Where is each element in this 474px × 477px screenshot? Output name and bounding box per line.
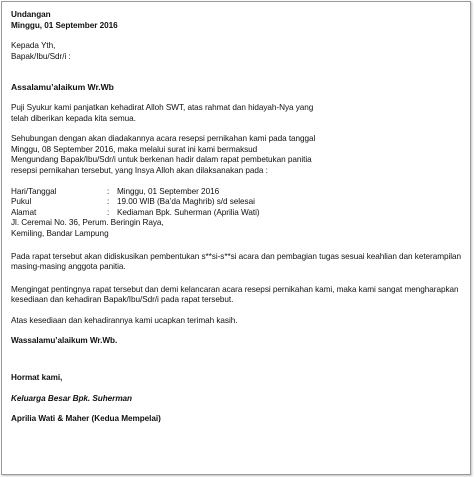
paragraph-2-line-4: resepsi pernikahan tersebut, yang Insya Alloh akan dilaksanakan pada : xyxy=(11,165,268,175)
paragraph-2-line-2: Minggu, 08 September 2016, maka melalui surat ini kami bermaksud xyxy=(11,144,258,154)
paragraph-1-line-2: telah diberikan kepada kita semua. xyxy=(11,113,136,123)
document-frame xyxy=(1,1,471,475)
paragraph-4: Mengingat pentingnya rapat tersebut dan demi kelancaran acara resepsi pernikahan kami, maka kami sangat mengharapkan kesediaan dan kehadiran Bapak/Ibu/Sdr/i pada rapat tersebut. xyxy=(11,284,459,305)
address-line-1: Jl. Ceremai No. 36, Perum. Beringin Raya, xyxy=(11,218,164,228)
recipient-label: Kepada Yth, xyxy=(11,41,56,51)
paragraph-3: Pada rapat tersebut akan didiskusikan pembentukan s**si-s**si acara dan pembagian tugas sesuai keahlian dan keterampilan masing-masing anggota panitia. xyxy=(11,251,462,272)
paragraph-2 xyxy=(11,134,463,176)
paragraph-1 xyxy=(11,103,463,124)
invitation-letter xyxy=(11,10,463,425)
letter-heading: Undangan xyxy=(11,10,51,19)
opening-greeting: Assalamu’alaikum Wr.Wb xyxy=(11,82,114,93)
paragraph-5: Atas kesediaan dan kehadirannya kami ucapkan terimah kasih. xyxy=(11,315,238,325)
signatory-family: Keluarga Besar Bpk. Suherman xyxy=(11,393,133,403)
detail-key: Alamat xyxy=(11,207,37,217)
recipient-name: Bapak/Ibu/Sdr/i : xyxy=(11,51,71,61)
event-details xyxy=(11,187,463,240)
detail-separator: : xyxy=(107,186,110,196)
signatory-couple: Aprilia Wati & Maher (Kedua Mempelai) xyxy=(11,414,161,424)
paragraph-2-line-3: Mengundang Bapak/Ibu/Sdr/i untuk berkenan hadir dalam rapat pembetukan panitia xyxy=(11,155,312,165)
paragraph-1-line-1: Puji Syukur kami panjatkan kehadirat Alloh SWT, atas rahmat dan hidayah-Nya yang xyxy=(11,102,314,112)
detail-value: Minggu, 01 September 2016 xyxy=(117,186,220,196)
letter-heading-date: Minggu, 01 September 2016 xyxy=(11,20,118,30)
address-line-2: Kemiling, Bandar Lampung xyxy=(11,228,109,238)
detail-value: 19.00 WIB (Ba’da Maghrib) s/d selesai xyxy=(117,197,255,207)
detail-row-time xyxy=(11,197,463,208)
detail-key: Pukul xyxy=(11,197,32,207)
detail-separator: : xyxy=(107,207,110,217)
paragraph-2-line-1: Sehubungan dengan akan diadakannya acara resepsi pernikahan kami pada tanggal xyxy=(11,134,316,144)
detail-row-address xyxy=(11,208,463,219)
detail-value: Kediaman Bpk. Suherman (Aprilia Wati) xyxy=(117,207,260,217)
detail-key: Hari/Tanggal xyxy=(11,186,57,196)
sign-off: Hormat kami, xyxy=(11,373,63,383)
detail-separator: : xyxy=(107,197,110,207)
detail-row-date xyxy=(11,187,463,198)
closing-greeting: Wassalamu’alaikum Wr.Wb. xyxy=(11,336,118,346)
